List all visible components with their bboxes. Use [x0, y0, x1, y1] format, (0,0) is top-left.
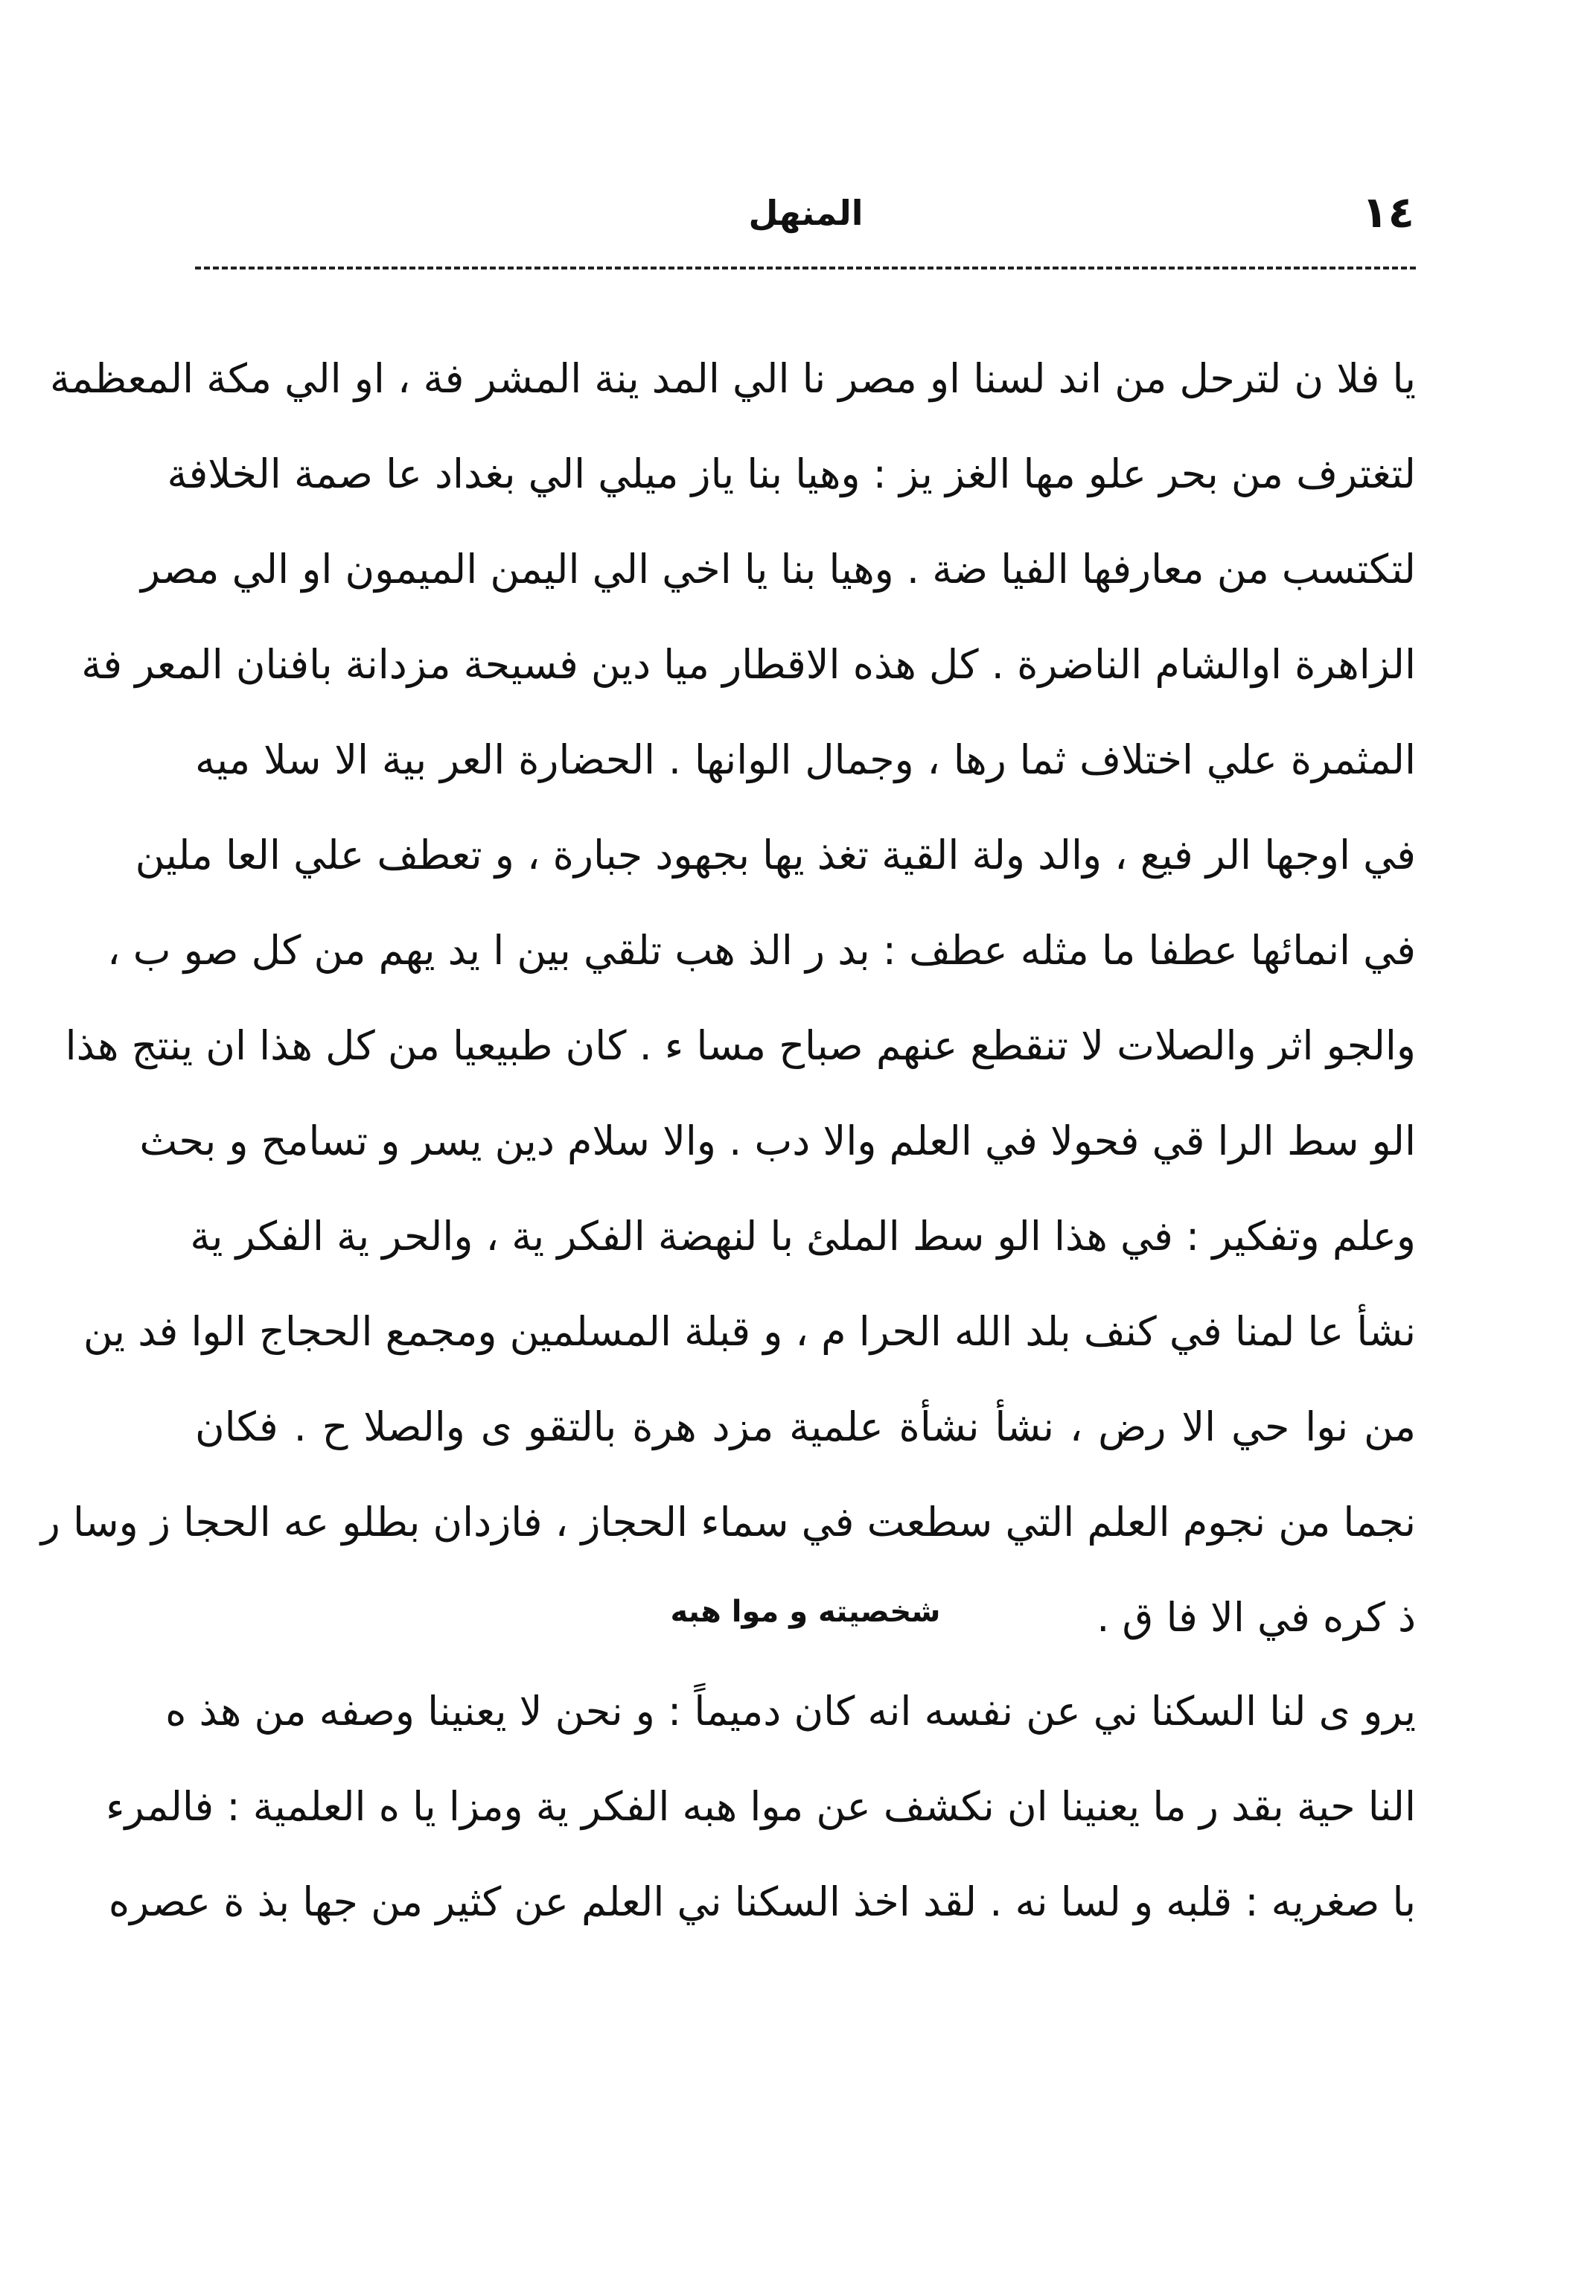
- text-line: يرو ى لنا السكنا ني عن نفسه انه كان دميماً : و نحن لا يعنينا وصفه من هذ ه: [165, 1688, 1416, 1735]
- text-line: لتغترف من بحر علو مها الغز يز : وهيا بنا ياز ميلي الي بغداد عا صمة الخلافة: [167, 450, 1416, 497]
- text-line: من نوا حي الا رض ، نشأ نشأة علمية مزد هرة بالتقو ى والصلا ح . فكان: [195, 1403, 1416, 1450]
- text-line: الو سط الرا قي فحولا في العلم والا دب . والا سلام دين يسر و تسامح و بحث: [139, 1117, 1416, 1164]
- header-divider: [195, 267, 1416, 270]
- text-line: المثمرة علي اختلاف ثما رها ، وجمال الوانها . الحضارة العر بية الا سلا ميه: [195, 736, 1416, 783]
- text-line: نشأ عا لمنا في كنف بلد الله الحرا م ، و قبلة المسلمين ومجمع الحجاج الوا فد ين: [83, 1308, 1416, 1355]
- main-paragraph: [40, 331, 1416, 1665]
- text-line: النا حية بقد ر ما يعنينا ان نكشف عن موا هبه الفكر ية ومزا يا ه العلمية : فالمرء: [106, 1783, 1416, 1830]
- text-line: الزاهرة اوالشام الناضرة . كل هذه الاقطار ميا دين فسيحة مزدانة بافنان المعر فة: [81, 641, 1416, 688]
- page-number: ١٤: [1362, 187, 1414, 237]
- text-line: ذ كره في الا فا ق .: [1097, 1594, 1416, 1641]
- text-line: والجو اثر والصلات لا تنقطع عنهم صباح مسا ء . كان طبيعيا من كل هذا ان ينتج هذا: [65, 1022, 1416, 1069]
- section-heading: شخصيته و موا هبه: [670, 1595, 941, 1629]
- page-header: [197, 171, 1414, 246]
- section-paragraph: [106, 1664, 1416, 1950]
- text-line: وعلم وتفكير : في هذا الو سط الملئ با لنهضة الفكر ية ، والحر ية الفكر ية: [190, 1213, 1416, 1260]
- text-line: في انمائها عطفا ما مثله عطف : بد ر الذ هب تلقي بين ا يد يهم من كل صو ب ،: [107, 927, 1416, 974]
- text-line: نجما من نجوم العلم التي سطعت في سماء الحجاز ، فازدان بطلو عه الحجا ز وسا ر: [40, 1499, 1416, 1546]
- text-line: يا فلا ن لترحل من اند لسنا او مصر نا الي المد ينة المشر فة ، او الي مكة المعظمة: [49, 355, 1416, 402]
- text-line: لتكتسب من معارفها الفيا ضة . وهيا بنا يا اخي الي اليمن الميمون او الي مصر: [140, 546, 1416, 593]
- text-line: با صغريه : قلبه و لسا نه . لقد اخذ السكنا ني العلم عن كثير من جها بذ ة عصره: [108, 1878, 1416, 1925]
- running-title: المنهل: [748, 193, 864, 233]
- text-line: في اوجها الر فيع ، والد ولة القية تغذ يها بجهود جبارة ، و تعطف علي العا ملين: [135, 832, 1416, 878]
